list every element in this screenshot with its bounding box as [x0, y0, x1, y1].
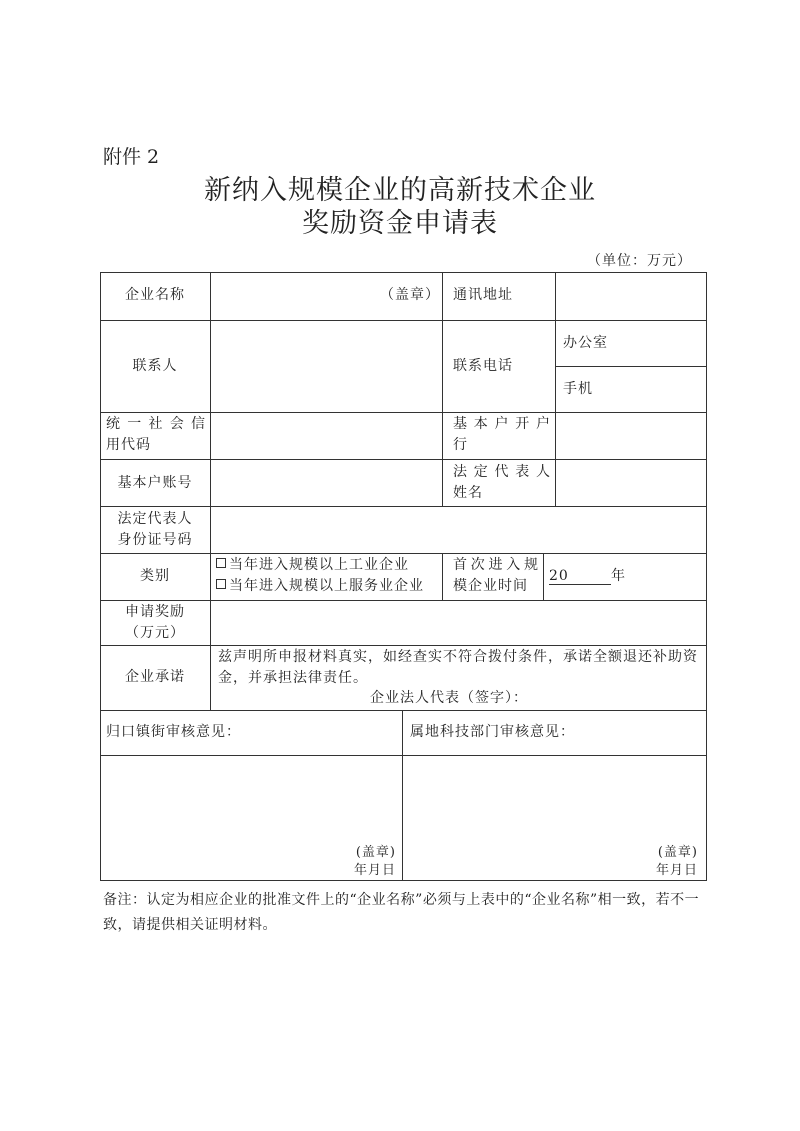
legal-rep-label-line2: 姓名	[453, 485, 483, 501]
reward-label-line1: 申请奖励	[125, 604, 185, 620]
dept-seal-label: (盖章)	[657, 845, 698, 860]
office-phone-label: 办公室	[563, 335, 608, 351]
account-label: 基本户账号	[117, 475, 193, 491]
category-label: 类别	[140, 568, 170, 584]
first-entry-label-line2: 模企业时间	[453, 578, 528, 594]
row-line	[100, 506, 707, 507]
row-line	[100, 412, 707, 413]
form-title-line2: 奖励资金申请表	[302, 208, 498, 239]
company-seal-label: （盖章）	[380, 287, 440, 303]
column-line	[402, 710, 403, 880]
first-entry-year-field[interactable]	[549, 566, 699, 587]
credit-code-label-line1: 统一社会信	[106, 416, 206, 432]
signature-label: 企业法人代表（签字）：	[370, 690, 528, 706]
company-name-label: 企业名称	[125, 287, 185, 303]
credit-code-label-line2: 用代码	[106, 437, 151, 453]
row-line	[100, 755, 707, 756]
category-option2-text: 当年进入规模以上服务业企业	[229, 578, 424, 594]
town-seal-label: (盖章)	[355, 845, 396, 860]
row-line	[100, 320, 707, 321]
category-option-service[interactable]	[216, 576, 442, 597]
legal-rep-label-line1: 法定代表人	[453, 464, 551, 480]
row-line	[100, 553, 707, 554]
attachment-label: 附件 2	[103, 146, 160, 168]
commitment-text: 兹声明所申报材料真实，如经查实不符合拨付条件，承诺全额退还补助资金，并承担法律责任。	[218, 649, 698, 686]
column-line	[543, 553, 544, 600]
checkbox-icon[interactable]	[216, 579, 226, 589]
table-border-top	[100, 272, 707, 273]
contact-label: 联系人	[132, 358, 178, 374]
phone-label: 联系电话	[453, 358, 513, 374]
footnote: 备注：认定为相应企业的批准文件上的“企业名称”必须与上表中的“企业名称”相一致，若不一致，请提供相关证明材料。	[103, 892, 700, 933]
column-line	[442, 272, 443, 506]
first-entry-label	[453, 555, 539, 597]
year-prefix: 20	[549, 568, 611, 585]
column-line	[442, 553, 443, 600]
mobile-phone-label: 手机	[563, 381, 593, 397]
first-entry-label-line1: 首次进入规	[453, 557, 539, 573]
unit-label: （单位：万元）	[587, 253, 692, 269]
column-line	[210, 272, 211, 710]
row-line	[100, 710, 707, 711]
row-line	[555, 366, 707, 367]
commitment-label: 企业承诺	[125, 669, 185, 685]
town-review-label: 归口镇街审核意见：	[106, 724, 241, 740]
form-title-line1: 新纳入规模企业的高新技术企业	[204, 175, 596, 206]
bank-label-line1: 基本户开户	[453, 416, 551, 432]
address-label: 通讯地址	[453, 287, 513, 303]
legal-id-label-line1: 法定代表人	[117, 511, 193, 527]
table-border-right	[706, 272, 707, 880]
legal-rep-name-label	[453, 462, 551, 504]
row-line	[100, 645, 707, 646]
reward-label	[100, 602, 210, 644]
reward-label-line2: （万元）	[125, 625, 185, 641]
row-line	[100, 459, 707, 460]
column-line	[555, 272, 556, 506]
legal-id-label-line2: 身份证号码	[117, 532, 193, 548]
checkbox-icon[interactable]	[216, 558, 226, 568]
category-options	[216, 555, 442, 597]
legal-rep-id-label	[100, 509, 210, 551]
town-date-label: 年月日	[353, 863, 396, 878]
dept-review-label: 属地科技部门审核意见：	[410, 724, 575, 740]
category-option-industrial[interactable]	[216, 555, 442, 576]
year-suffix: 年	[611, 568, 626, 584]
bank-label-line2: 行	[453, 437, 468, 453]
category-option1-text: 当年进入规模以上工业企业	[229, 557, 409, 573]
bank-label	[453, 414, 551, 456]
credit-code-label	[106, 414, 206, 456]
row-line	[100, 600, 707, 601]
dept-date-label: 年月日	[655, 863, 698, 878]
